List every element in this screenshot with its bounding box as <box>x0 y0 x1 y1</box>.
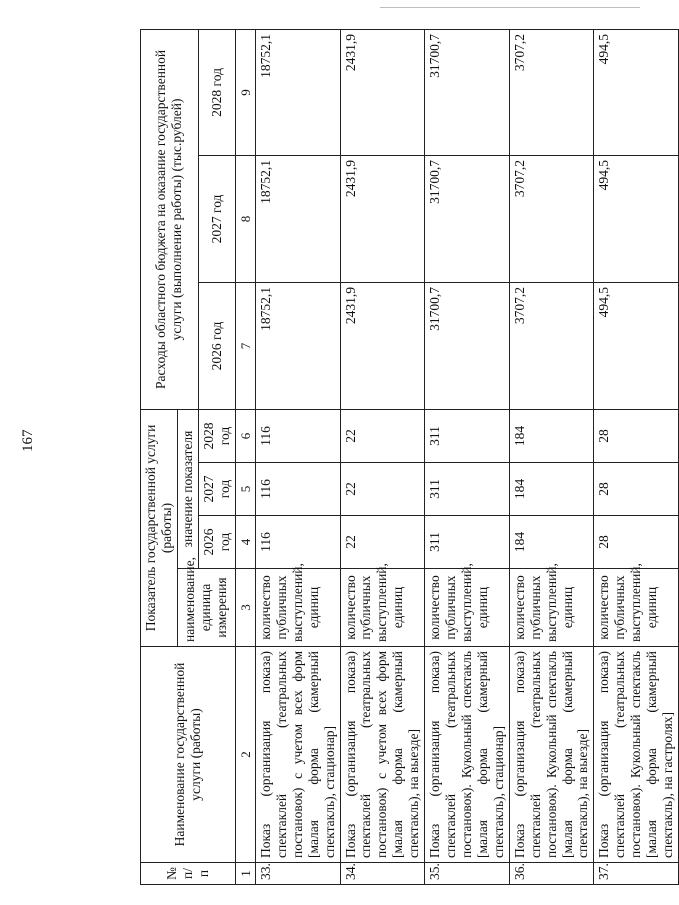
budget-2028: 18752,1 <box>255 29 340 155</box>
column-index: 3 <box>235 569 255 647</box>
header-indicator-value: значение показателя <box>177 409 198 568</box>
row-number: 35. <box>425 863 510 885</box>
budget-2026: 494,5 <box>594 282 679 409</box>
budget-2028: 494,5 <box>594 29 679 155</box>
budget-2026: 3707,2 <box>509 282 594 409</box>
budget-2028: 3707,2 <box>509 29 594 155</box>
scan-edge-line <box>380 7 640 8</box>
service-name: Показ (организация показа) спектаклей (театральных постановок). Кукольный спектакль [малая форма (камерный спектакль), стационар] <box>425 647 510 863</box>
table-row <box>340 29 425 884</box>
value-2026: 116 <box>255 516 340 569</box>
column-index-row <box>235 29 255 884</box>
indicator-unit: количество публичных выступлений, единиц <box>340 569 425 647</box>
budget-2026: 18752,1 <box>255 282 340 409</box>
indicator-unit: количество публичных выступлений, единиц <box>255 569 340 647</box>
header-row-1 <box>141 29 178 884</box>
rotated-page-content <box>140 30 676 885</box>
services-table <box>140 29 679 885</box>
value-2027: 184 <box>509 463 594 516</box>
header-year: 2027 год <box>198 463 235 516</box>
header-year: 2028 год <box>198 409 235 462</box>
header-indicator-group: Показатель государственной услуги (работы) <box>141 409 178 646</box>
row-number: 36. <box>509 863 594 885</box>
budget-2026: 2431,9 <box>340 282 425 409</box>
table-row <box>594 29 679 884</box>
service-name: Показ (организация показа) спектаклей (театральных постановок) с учетом всех форм [малая форма (камерный спектакль), стационар] <box>255 647 340 863</box>
column-index: 5 <box>235 463 255 516</box>
row-number: 34. <box>340 863 425 885</box>
header-year: 2026 год <box>198 282 235 409</box>
row-number: 37. <box>594 863 679 885</box>
service-name: Показ (организация показа) спектаклей (театральных постановок). Кукольный спектакль [малая форма (камерный спектакль), на гастролях] <box>594 647 679 863</box>
value-2028: 28 <box>594 409 679 462</box>
budget-2026: 31700,7 <box>425 282 510 409</box>
value-2027: 28 <box>594 463 679 516</box>
header-number: № п/п <box>141 863 236 885</box>
budget-2027: 2431,9 <box>340 155 425 282</box>
service-name: Показ (организация показа) спектаклей (театральных постановок) с учетом всех форм [малая форма (камерный спектакль), на выезде] <box>340 647 425 863</box>
column-index: 9 <box>235 29 255 155</box>
value-2026: 311 <box>425 516 510 569</box>
header-year: 2027 год <box>198 155 235 282</box>
value-2027: 116 <box>255 463 340 516</box>
column-index: 6 <box>235 409 255 462</box>
header-service-name: Наименование государственной услуги (работы) <box>141 647 236 863</box>
header-budget-group: Расходы областного бюджета на оказание государственной услуги (выполнение работы) (тыс.рублей) <box>141 29 199 409</box>
table-row <box>509 29 594 884</box>
budget-2027: 31700,7 <box>425 155 510 282</box>
column-index: 2 <box>235 647 255 863</box>
table-row <box>255 29 340 884</box>
value-2027: 22 <box>340 463 425 516</box>
value-2028: 22 <box>340 409 425 462</box>
indicator-unit: количество публичных выступлений, единиц <box>594 569 679 647</box>
budget-2027: 494,5 <box>594 155 679 282</box>
column-index: 1 <box>235 863 255 885</box>
table-row <box>425 29 510 884</box>
row-number: 33. <box>255 863 340 885</box>
column-index: 7 <box>235 282 255 409</box>
value-2028: 184 <box>509 409 594 462</box>
header-indicator-name: наименование, единица измерения <box>177 569 235 647</box>
column-index: 8 <box>235 155 255 282</box>
budget-2027: 3707,2 <box>509 155 594 282</box>
value-2026: 28 <box>594 516 679 569</box>
header-year: 2026 год <box>198 516 235 569</box>
header-year: 2028 год <box>198 29 235 155</box>
value-2026: 22 <box>340 516 425 569</box>
budget-2028: 31700,7 <box>425 29 510 155</box>
page-number: 167 <box>20 429 36 452</box>
indicator-unit: количество публичных выступлений, единиц <box>509 569 594 647</box>
budget-2028: 2431,9 <box>340 29 425 155</box>
service-name: Показ (организация показа) спектаклей (театральных постановок). Кукольный спектакль [малая форма (камерный спектакль), на выезде] <box>509 647 594 863</box>
indicator-unit: количество публичных выступлений, единиц <box>425 569 510 647</box>
value-2027: 311 <box>425 463 510 516</box>
value-2028: 311 <box>425 409 510 462</box>
value-2026: 184 <box>509 516 594 569</box>
value-2028: 116 <box>255 409 340 462</box>
column-index: 4 <box>235 516 255 569</box>
budget-2027: 18752,1 <box>255 155 340 282</box>
